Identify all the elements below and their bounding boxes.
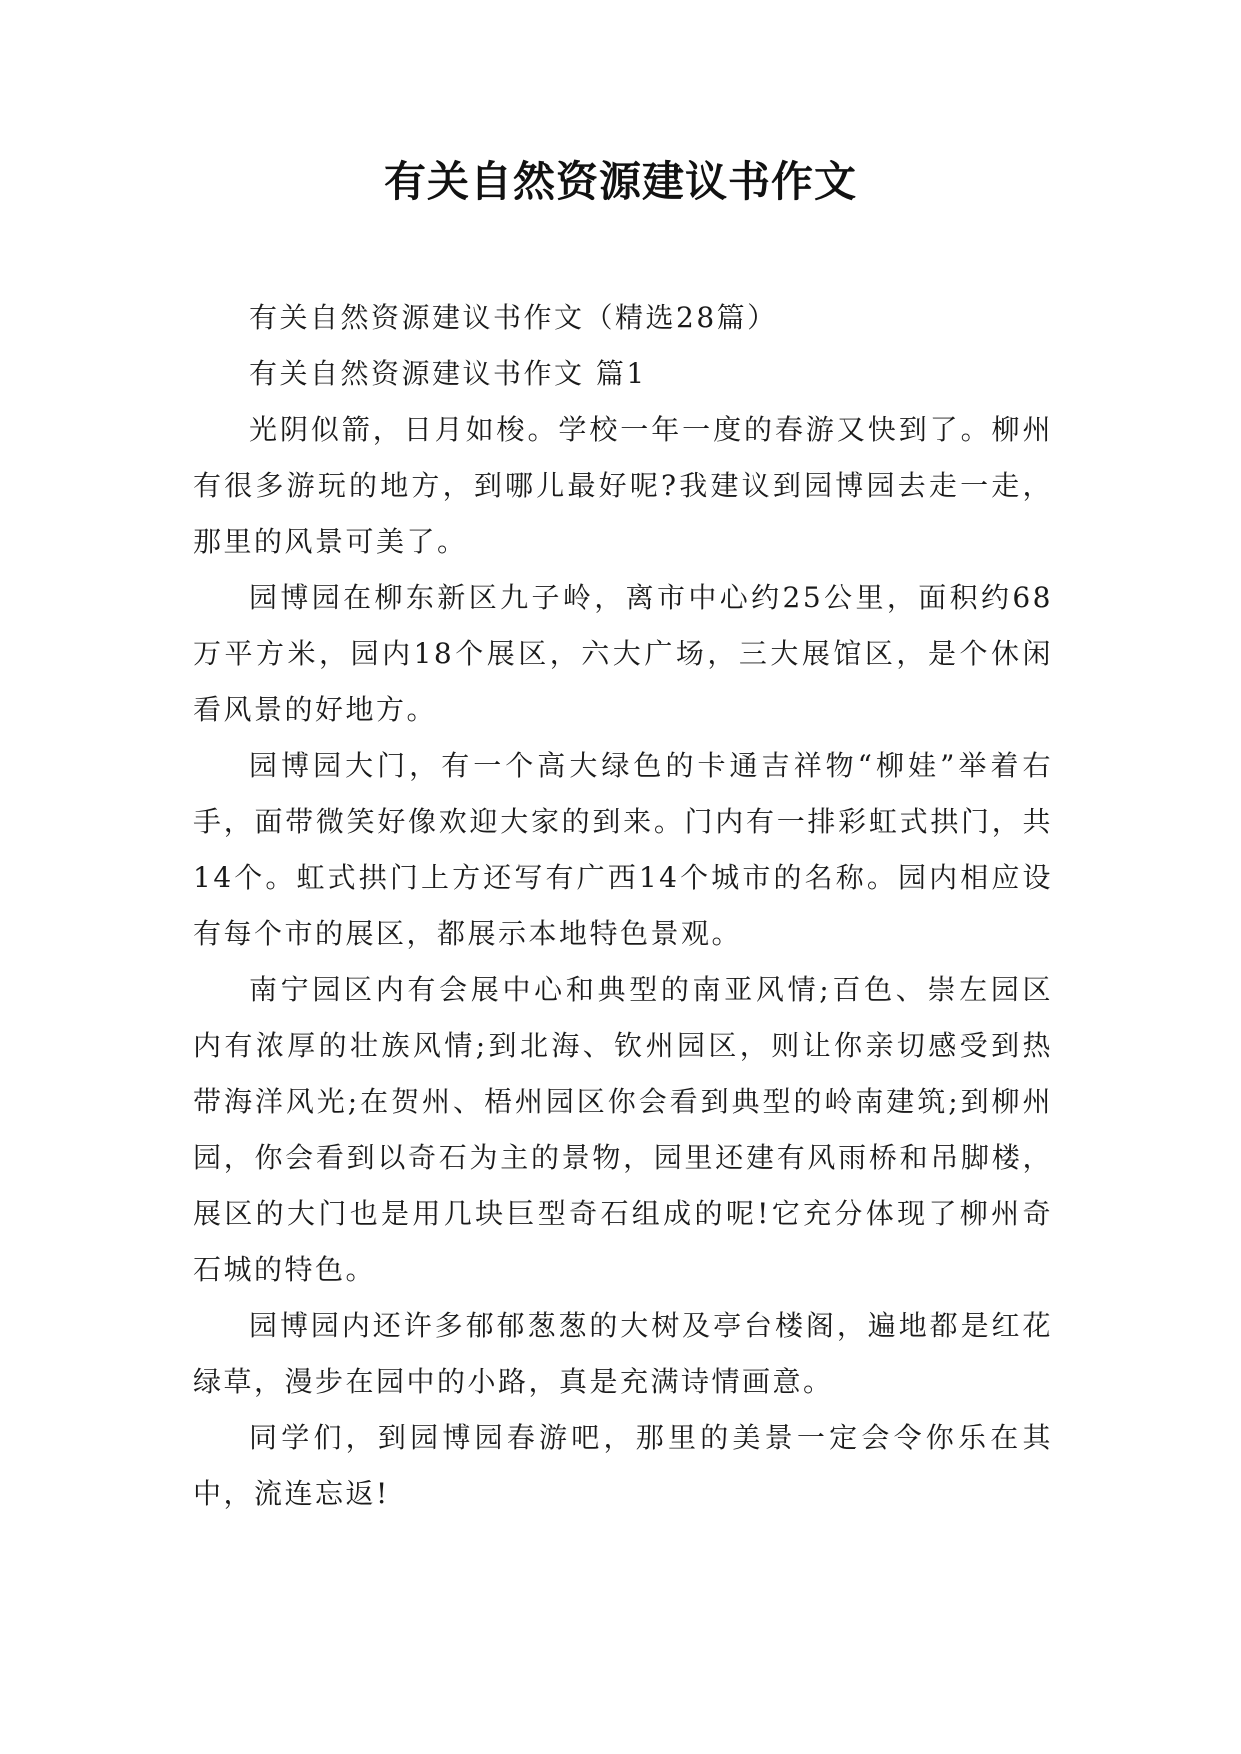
paragraph: 园博园内还许多郁郁葱葱的大树及亭台楼阁，遍地都是红花绿草，漫步在园中的小路，真是充满诗情画意。 [193,1309,1053,1398]
paragraph: 园博园在柳东新区九子岭，离市中心约25公里，面积约68万平方米，园内18个展区，六大广场，三大展馆区，是个休闲看风景的好地方。 [193,581,1053,726]
document-subtitle: 有关自然资源建议书作文（精选28篇） [249,301,778,334]
section-heading: 有关自然资源建议书作文 篇1 [249,357,647,390]
document-title: 有关自然资源建议书作文 [383,157,857,206]
paragraph: 光阴似箭，日月如梭。学校一年一度的春游又快到了。柳州有很多游玩的地方，到哪儿最好呢?我建议到园博园去走一走，那里的风景可美了。 [193,413,1053,558]
paragraph: 同学们，到园博园春游吧，那里的美景一定会令你乐在其中，流连忘返! [193,1421,1053,1510]
document-body [193,290,1053,1522]
paragraph: 南宁园区内有会展中心和典型的南亚风情;百色、崇左园区内有浓厚的壮族风情;到北海、钦州园区，则让你亲切感受到热带海洋风光;在贺州、梧州园区你会看到典型的岭南建筑;到柳州园，你会看到以奇石为主的景物，园里还建有风雨桥和吊脚楼，展区的大门也是用几块巨型奇石组成的呢!它充分体现了柳州奇石城的特色。 [193,973,1053,1286]
paragraph: 园博园大门，有一个高大绿色的卡通吉祥物“柳娃”举着右手，面带微笑好像欢迎大家的到来。门内有一排彩虹式拱门，共14个。虹式拱门上方还写有广西14个城市的名称。园内相应设有每个市的展区，都展示本地特色景观。 [193,749,1053,950]
